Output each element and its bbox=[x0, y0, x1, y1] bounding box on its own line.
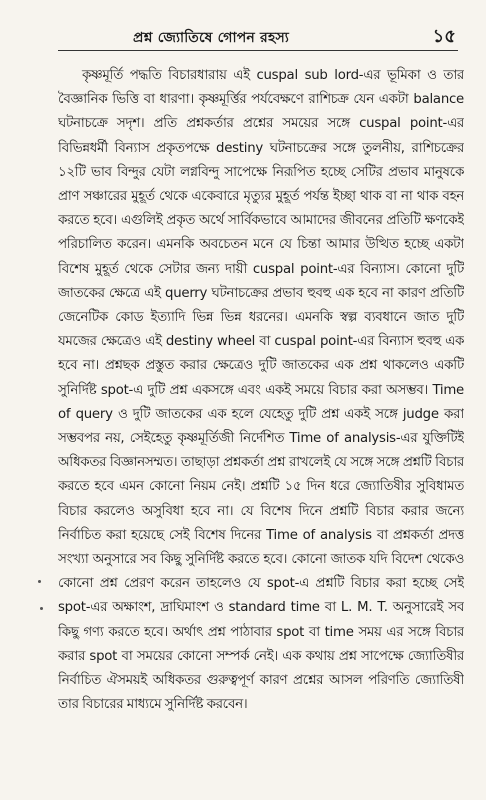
margin-mark bbox=[40, 607, 43, 610]
running-title: প্রশ্ন জ্যোতিষে গোপন রহস্য bbox=[133, 30, 290, 46]
page-header bbox=[58, 20, 458, 51]
page-number: ১৫ bbox=[432, 26, 456, 47]
margin-mark bbox=[38, 580, 41, 583]
body-paragraph: কৃষ্ণমূর্তি পদ্ধতি বিচারধারায় এই cuspal sub lord-এর ভূমিকা ও তার বৈজ্ঞানিক ভিত্তি বা ধারণা। কৃষ্ণমূর্ত্তির পর্যবেক্ষণে রাশিচক্র যেন একটা balance ঘটনাচক্রে সদৃশ। প্রতি প্রশ্নকর্তার প্রশ্নের সময়ের সঙ্গে cuspal point-এর বিভিন্নধর্মী বিন্যাস প্রকৃতপক্ষে destiny ঘটনাচক্রের সঙ্গে তুলনীয়, রাশিচক্রের ১২টি ভাব বিন্দুর যেটা লগ্নবিন্দু সাপেক্ষে নিরূপিত হচ্ছে সেটির প্রভাব মানুষকে প্রাণ সঞ্চারের মুহূর্ত থেকে একেবারে মৃত্যুর মুহূর্ত পর্যন্ত ইচ্ছা থাক বা না থাক বহন করতে হবে। এগুলিই প্রকৃত অর্থে সার্বিকভাবে আমাদের জীবনের প্রতিটি ক্ষণকেই পরিচালিত করেন। এমনকি অবচেতন মনে যে চিন্তা আমার উত্থিত হচ্ছে একটা বিশেষ মুহূর্ত থেকে সেটার জন্য দায়ী cuspal point-এর বিন্যাস। কোনো দুটি জাতকের ক্ষেত্রে এই querry ঘটনাচক্রের প্রভাব হুবহু এক হবে না কারণ প্রতিটি জেনেটিক কোড ইত্যাদি ভিন্ন ভিন্ন ধরনের। এমনকি স্বল্প ব্যবধানে জাত দুটি যমজের ক্ষেত্রেও এই destiny wheel বা cuspal point-এর বিন্যাস হুবহু এক হবে না। প্রশ্নছক প্রস্তুত করার ক্ষেত্রেও দুটি জাতকের এক প্রশ্ন থাকলেও একটি সুনির্দিষ্ট spot-এ দুটি প্রশ্ন একসঙ্গে এবং একই সময়ে বিচার করা অসম্ভব। Time of query ও দুটি জাতকের এক হলে যেহেতু দুটি প্রশ্ন একই সঙ্গে judge করা সম্ভবপর নয়, সেইহেতু কৃষ্ণমূর্তিজী নির্দেশিত Time of analysis-এর যুক্তিটিই অধিকতর বিজ্ঞানসম্মত। তাছাড়া প্রশ্নকর্তা প্রশ্ন রাখলেই যে সঙ্গে সঙ্গে প্রশ্নটি বিচার করতে হবে এমন কোনো নিয়ম নেই। প্রশ্নটি ১৫ দিন ধরে জ্যোতিষীর সুবিধামত বিচার করলেও অসুবিধা হবে না। যে বিশেষ দিনে প্রশ্নটি বিচার করার জন্যে নির্বাচিত করা হয়েছে সেই বিশেষ দিনের Time of analysis বা প্রশ্নকর্তা প্রদত্ত সংখ্যা অনুসারে সব কিছু সুনির্দিষ্ট করতে হবে। কোনো জাতক যদি বিদেশ থেকেও কোনো প্রশ্ন প্রেরণ করেন তাহলেও যে spot-এ প্রশ্নটি বিচার করা হচ্ছে সেই spot-এর অক্ষাংশ, দ্রাঘিমাংশ ও standard time বা L. M. T. অনুসারেই সব কিছু গণ্য করতে হবে। অর্থাৎ প্রশ্ন পাঠাবার spot বা time সময় এর সঙ্গে বিচার করার spot বা সময়ের কোনো সম্পর্ক নেই। এক কথায় প্রশ্ন সাপেক্ষে জ্যোতিষীর নির্বাচিত ঐসময়ই অধিকতর গুরুত্বপূর্ণ কারণ প্রশ্নের আসল পরিণতি জ্যোতিষী তার বিচারের মাধ্যমে সুনির্দিষ্ট করবেন। bbox=[58, 68, 464, 713]
